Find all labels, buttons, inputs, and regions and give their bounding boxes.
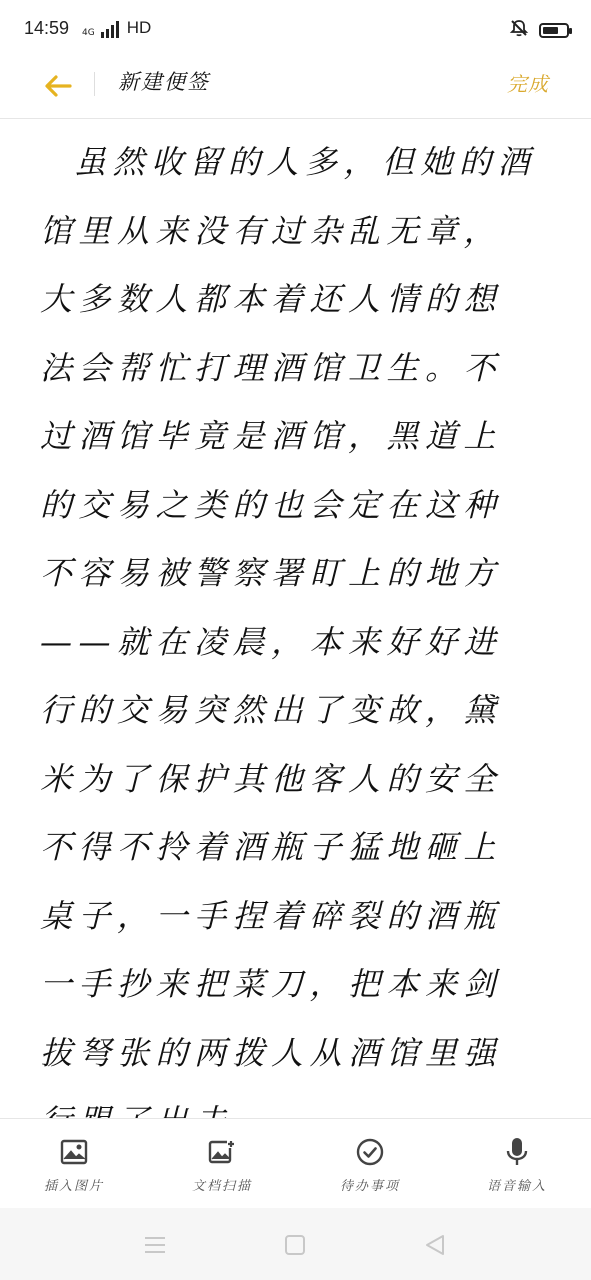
todo-button[interactable] [296, 1119, 444, 1209]
insert-image-label: 插入图片 [43, 1179, 104, 1194]
network-type: 4G [82, 28, 95, 38]
header [0, 60, 591, 119]
bottom-toolbar [0, 1118, 591, 1209]
voice-input-button[interactable] [443, 1119, 591, 1209]
back-arrow-icon [43, 74, 73, 98]
scan-document-icon [207, 1137, 237, 1167]
system-nav-bar [0, 1208, 591, 1280]
network-indicator [82, 18, 151, 38]
image-icon [59, 1137, 89, 1167]
todo-label: 待办事项 [339, 1179, 400, 1194]
back-triangle-icon[interactable] [420, 1230, 450, 1260]
home-icon[interactable] [280, 1230, 310, 1260]
battery-icon [539, 23, 569, 38]
insert-image-button[interactable] [0, 1119, 148, 1209]
page-title: 新建便签 [118, 70, 210, 94]
hd-label: HD [126, 18, 152, 37]
scan-document-label: 文档扫描 [191, 1179, 252, 1194]
done-button[interactable]: 完成 [507, 72, 549, 96]
status-right [509, 18, 569, 42]
back-button[interactable] [38, 66, 78, 106]
header-divider [94, 72, 95, 96]
scan-document-button[interactable] [148, 1119, 296, 1209]
voice-input-label: 语音输入 [486, 1179, 547, 1194]
status-bar [0, 0, 591, 60]
note-text-area[interactable]: 虽然收留的人多，但她的酒馆里从来没有过杂乱无章，大多数人都本着还人情的想法会帮忙打理酒馆卫生。不过酒馆毕竟是酒馆，黑道上的交易之类的也会定在这种不容易被警察署盯上的地方——就在凌晨，本来好好进行的交易突然出了变故，黛米为了保护其他客人的安全不得不拎着酒瓶子猛地砸上桌子，一手捏着碎裂的酒瓶一手抄来把菜刀，把本来剑拔弩张的两拨人从酒馆里强 [40, 143, 537, 1072]
menu-icon[interactable] [140, 1230, 170, 1260]
mute-icon [509, 18, 529, 42]
signal-icon [101, 20, 119, 38]
status-time: 14:59 [24, 18, 70, 38]
microphone-icon [502, 1137, 532, 1167]
checkmark-circle-icon [355, 1137, 385, 1167]
